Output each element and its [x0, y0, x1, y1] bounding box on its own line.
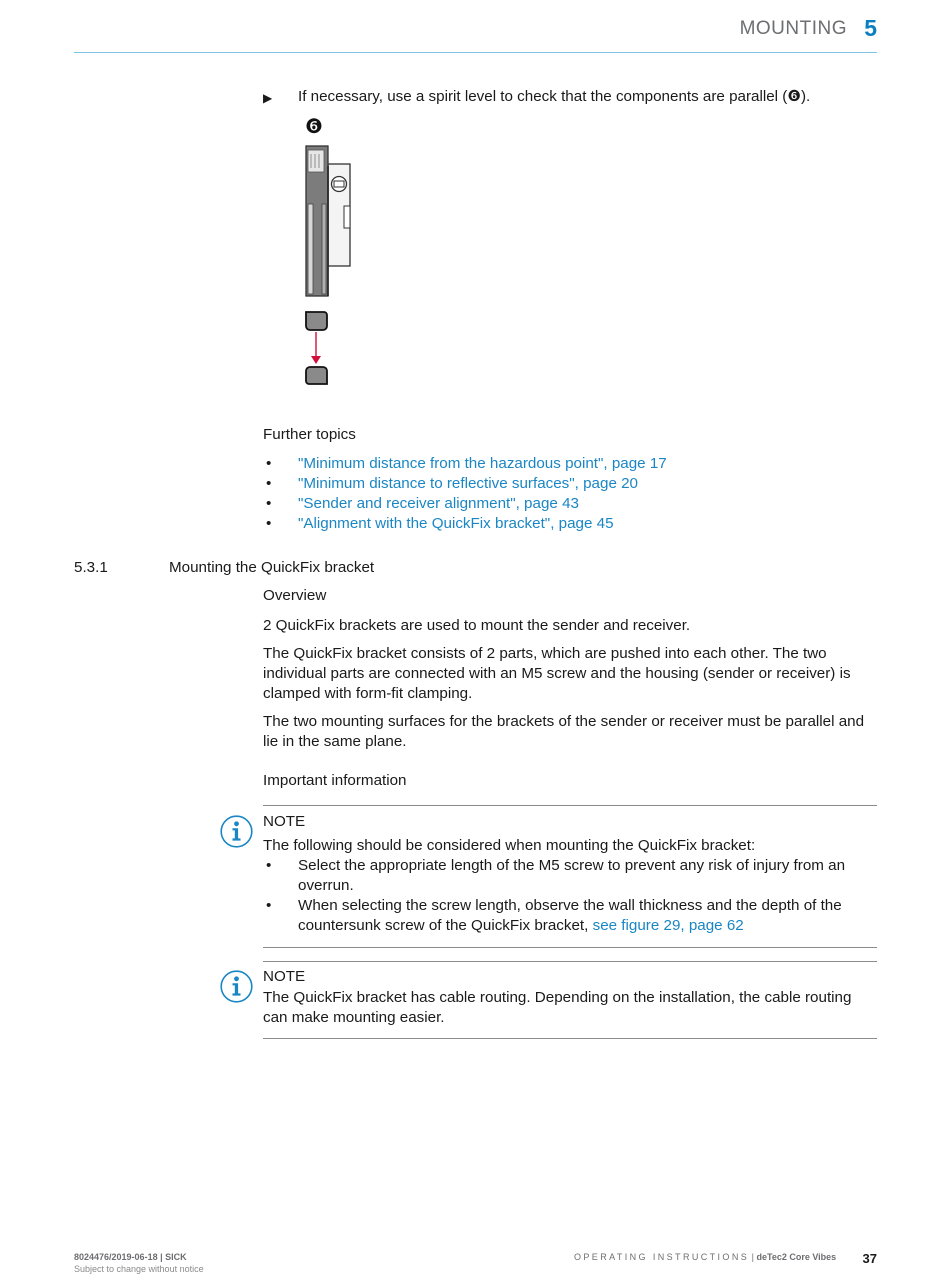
paragraph: The QuickFix bracket consists of 2 parts, which are pushed into each other. The two individual parts are connected with an M5 screw and the housing (sender or receiver) is clamped with form-fit clamping.: [263, 645, 851, 702]
footer-separator: |: [749, 1252, 757, 1262]
link-quickfix-alignment[interactable]: • "Alignment with the QuickFix bracket", page 45: [263, 514, 883, 534]
section-title: Mounting the QuickFix bracket: [169, 559, 375, 576]
note-label: NOTE: [263, 813, 306, 830]
further-topics-title: Further topics: [263, 426, 356, 443]
step-marker-icon: ▶: [263, 91, 273, 105]
paragraph: The two mounting surfaces for the brackets of the sender or receiver must be parallel and lie in the same plane.: [263, 713, 865, 750]
chapter-number: 5: [864, 15, 877, 41]
further-topics-list: [263, 454, 883, 534]
note-intro: The following should be considered when mounting the QuickFix bracket:: [263, 837, 756, 854]
info-icon: [220, 970, 253, 1003]
link-figure-29[interactable]: see figure 29, page 62: [592, 917, 744, 934]
list-item: [263, 856, 878, 896]
footer-notice: Subject to change without notice: [74, 1264, 204, 1274]
footer-doc-info: [574, 1252, 836, 1262]
chapter-title: MOUNTING: [739, 18, 847, 39]
footer-product: deTec2 Core Vibes: [756, 1252, 837, 1262]
figure-callout: ❻: [305, 116, 323, 138]
link-reflective-surfaces[interactable]: • "Minimum distance to reflective surfaces", page 20: [263, 474, 883, 494]
note-rule-bottom: [263, 1038, 877, 1039]
info-icon: [220, 815, 253, 848]
list-item: [263, 896, 878, 936]
important-heading: Important information: [263, 772, 407, 789]
list-item-text: Select the appropriate length of the M5 screw to prevent any risk of injury from an overrun.: [298, 857, 846, 894]
section-number: 5.3.1: [74, 559, 108, 576]
overview-heading: Overview: [263, 587, 327, 604]
header-rule: [74, 52, 877, 53]
list-item-text: When selecting the screw length, observe the wall thickness and the depth of the countersunk screw of the QuickFix bracket,: [298, 897, 842, 934]
diagram-drawing: [298, 144, 368, 424]
note-label: NOTE: [263, 968, 306, 985]
step-text: If necessary, use a spirit level to check that the components are parallel (❻).: [298, 88, 811, 105]
note-list: [263, 856, 878, 936]
footer-doc-type: OPERATING INSTRUCTIONS: [574, 1252, 750, 1262]
note-rule-top: [263, 805, 877, 806]
paragraph: 2 QuickFix brackets are used to mount the sender and receiver.: [263, 617, 691, 634]
link-sender-receiver-alignment[interactable]: • "Sender and receiver alignment", page 43: [263, 494, 883, 514]
note-rule-top: [263, 961, 877, 962]
link-hazardous-point[interactable]: • "Minimum distance from the hazardous point", page 17: [263, 454, 883, 474]
footer-doc-id: 8024476/2019-06-18 | SICK: [74, 1252, 187, 1262]
note-text: The QuickFix bracket has cable routing. Depending on the installation, the cable routing can make mounting easier.: [263, 989, 852, 1026]
note-rule-bottom: [263, 947, 877, 948]
page-number: 37: [862, 1251, 877, 1266]
